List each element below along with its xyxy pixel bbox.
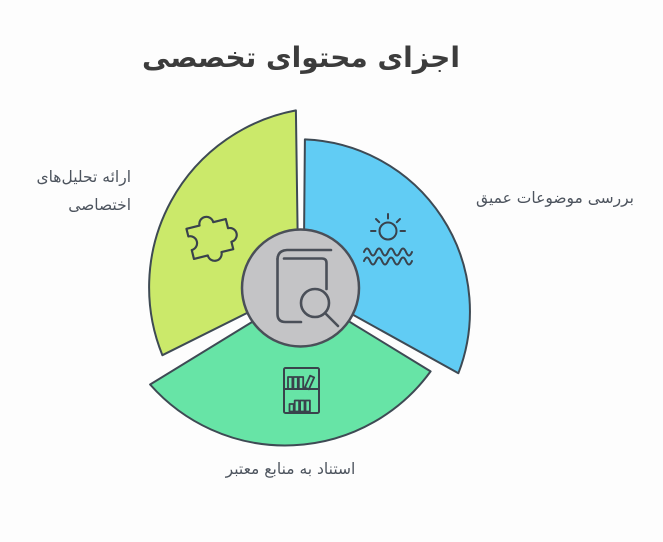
page-title: اجزای محتوای تخصصی <box>142 41 460 74</box>
label-deep-topics: بررسی موضوعات عمیق <box>476 189 634 207</box>
label-exclusive-analyses-line2: اختصاصی <box>68 196 131 214</box>
label-exclusive-analyses-line1: ارائه تحلیل‌های <box>36 168 131 186</box>
label-credible-sources: استناد به منابع معتبر <box>225 460 356 478</box>
label-exclusive-analyses <box>16 163 131 219</box>
center-hub <box>242 230 359 347</box>
hub-circle <box>242 230 359 347</box>
